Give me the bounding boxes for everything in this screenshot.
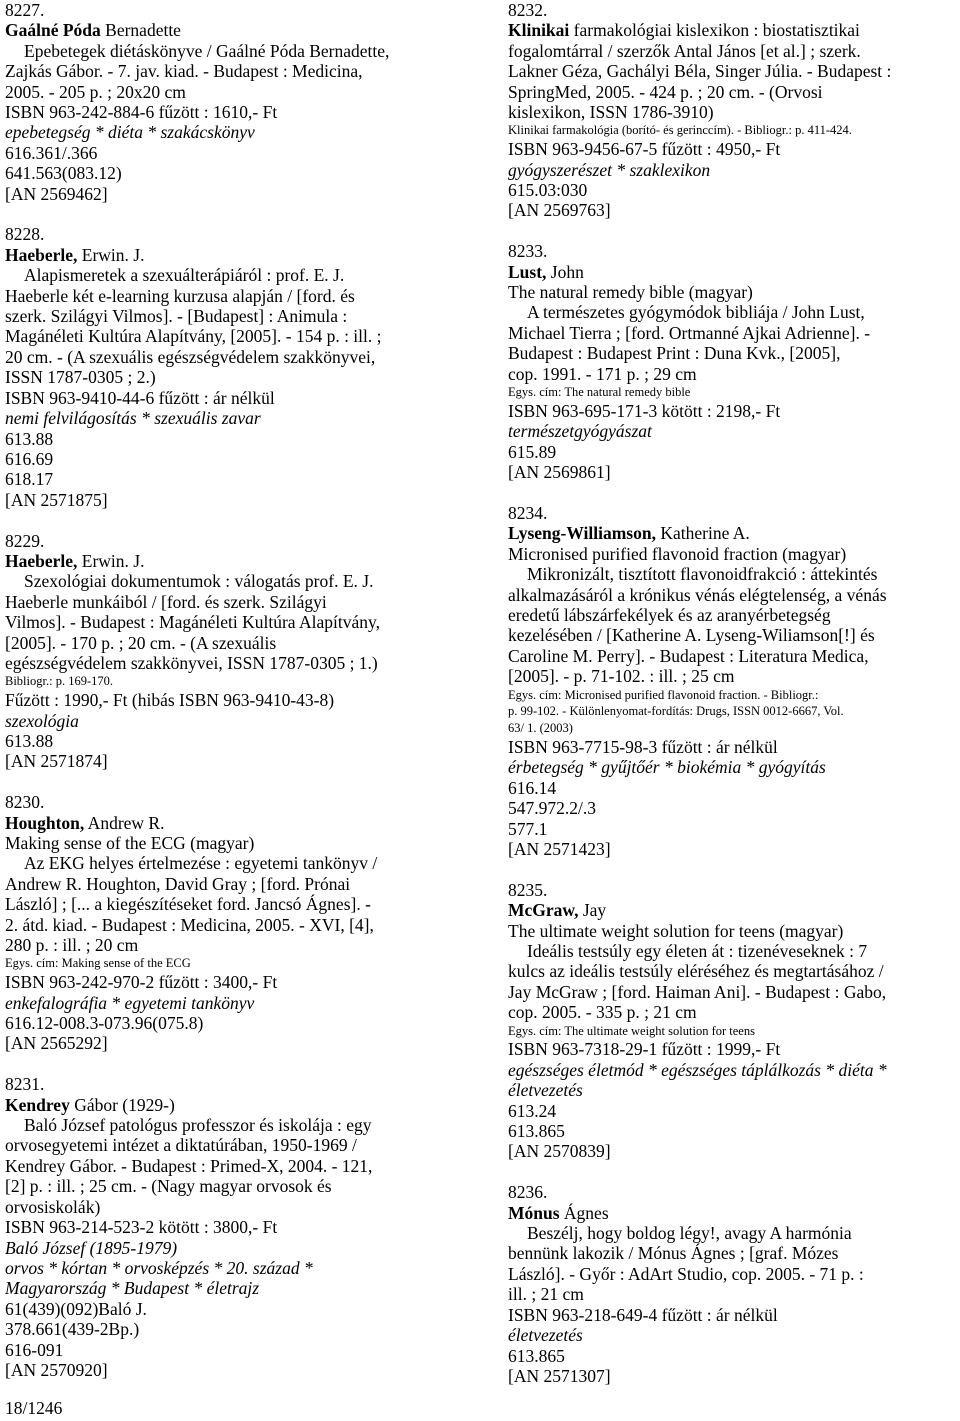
entry-text-line: Az EKG helyes értelmezése : egyetemi tankönyv / xyxy=(24,853,378,874)
entry-heading-rest: Erwin. J. xyxy=(77,244,145,265)
entry-text-line: Magyarország * Budapest * életrajz xyxy=(5,1278,260,1299)
entry-heading xyxy=(5,20,457,40)
entry-text-line: 613.88 xyxy=(5,730,54,751)
entry-spacer xyxy=(508,483,960,503)
entry-heading-rest: Gábor (1929-) xyxy=(69,1094,175,1115)
entry-heading-rest: Bernadette xyxy=(100,20,181,41)
entry-text-line: Budapest : Budapest Print : Duna Kvk., [2005], xyxy=(508,343,841,364)
entry-text-line: Kendrey Gábor. - Budapest : Primed-X, 2004. - 121, xyxy=(5,1155,373,1176)
entry-text-line: bennünk lakozik / Mónus Ágnes ; [graf. Mózes xyxy=(508,1243,839,1264)
entry-heading-bold: Haeberle, xyxy=(5,550,78,571)
entry-heading-bold: Klinikai xyxy=(508,20,570,41)
entry-8230 xyxy=(5,792,457,1054)
entry-text-line: 2005. - 205 p. ; 20x20 cm xyxy=(5,81,186,102)
entry-text-line: ISBN 963-214-523-2 kötött : 3800,- Ft xyxy=(5,1217,278,1238)
entry-number: 8236. xyxy=(508,1182,548,1203)
entry-note-line: Egys. cím: The ultimate weight solution for teens xyxy=(508,1023,755,1038)
entry-text-line: László]. - Győr : AdArt Studio, cop. 2005. - 71 p. : xyxy=(508,1263,864,1284)
entry-text-line: Haeberle munkáiból / [ford. és szerk. Szilágyi xyxy=(5,591,327,612)
entry-text-line: 61(439)(092)Baló J. xyxy=(5,1298,147,1319)
entry-text-line: Zajkás Gábor. - 7. jav. kiad. - Budapest : Medicina, xyxy=(5,61,363,82)
entry-heading xyxy=(5,551,457,571)
entry-8227 xyxy=(5,0,457,204)
entry-text-line: életvezetés xyxy=(508,1325,583,1346)
entry-number: 8230. xyxy=(5,792,45,813)
entry-text-line: 641.563(083.12) xyxy=(5,163,122,184)
entry-text-line: Mikronizált, tisztított flavonoidfrakció : áttekintés xyxy=(527,564,878,585)
entry-text-line: epebetegség * diéta * szakácskönyv xyxy=(5,122,255,143)
entry-heading-bold: Kendrey xyxy=(5,1094,70,1115)
entry-text-line: 616-091 xyxy=(5,1339,64,1360)
entry-text-line: 2. átd. kiad. - Budapest : Medicina, 2005. - XVI, [4], xyxy=(5,914,374,935)
entry-heading xyxy=(508,523,960,543)
entry-8233 xyxy=(508,241,960,482)
entry-8228 xyxy=(5,224,457,510)
entry-text-line: Michael Tierra ; [ford. Ortmanné Ajkai Adrienne]. - xyxy=(508,322,871,343)
entry-text-line: 615.03:030 xyxy=(508,180,588,201)
entry-text-line: 616.69 xyxy=(5,448,54,469)
entry-note-line: Bibliogr.: p. 169-170. xyxy=(5,674,113,689)
entry-text-line: fogalomtárral / szerzők Antal János [et al.] ; szerk. xyxy=(508,40,861,61)
entry-text-line: cop. 1991. - 171 p. ; 29 cm xyxy=(508,363,697,384)
entry-text-line: [AN 2569861] xyxy=(508,462,611,483)
entry-text-line: Baló József (1895-1979) xyxy=(5,1237,178,1258)
entry-text-line: gyógyszerészet * szaklexikon xyxy=(508,159,711,180)
entry-text-line: Caroline M. Perry]. - Budapest : Literatura Medica, xyxy=(508,645,869,666)
entry-text-line: 616.361/.366 xyxy=(5,142,98,163)
entry-heading-rest: Jay xyxy=(578,900,607,921)
entry-text-line: [2] p. : ill. ; 25 cm. - (Nagy magyar orvosok és xyxy=(5,1176,332,1197)
entry-heading-rest: Ágnes xyxy=(559,1202,609,1223)
entry-8236 xyxy=(508,1182,960,1386)
entry-text-line: ill. ; 21 cm xyxy=(508,1284,584,1305)
entry-text-line: természetgyógyászat xyxy=(508,421,652,442)
entry-spacer xyxy=(508,1162,960,1182)
entry-text-line: 577.1 xyxy=(508,818,548,839)
entry-text-line: ISBN 963-218-649-4 fűzött : ár nélkül xyxy=(508,1304,778,1325)
entry-text-line: Fűzött : 1990,- Ft (hibás ISBN 963-9410-43-8) xyxy=(5,690,335,711)
entry-text-line: [AN 2569462] xyxy=(5,183,108,204)
entry-text-line: nemi felvilágosítás * szexuális zavar xyxy=(5,408,261,429)
right-column xyxy=(508,0,960,1386)
entry-text-line: [AN 2569763] xyxy=(508,200,611,221)
entry-text-line: szexológia xyxy=(5,710,79,731)
entry-text-line: ISBN 963-242-884-6 fűzött : 1610,- Ft xyxy=(5,102,278,123)
entry-text-line: cop. 2005. - 335 p. ; 21 cm xyxy=(508,1002,697,1023)
entry-heading-rest: Andrew R. xyxy=(84,812,165,833)
entry-text-line: Alapismeretek a szexuálterápiáról : prof. E. J. xyxy=(24,265,345,286)
entry-number: 8233. xyxy=(508,241,548,262)
entry-text-line: egészséges életmód * egészséges táplálkozás * diéta * xyxy=(508,1059,887,1080)
entry-heading-bold: McGraw, xyxy=(508,900,579,921)
entry-text-line: 616.12-008.3-073.96(075.8) xyxy=(5,1013,204,1034)
entry-text-line: 613.865 xyxy=(508,1121,565,1142)
entry-text-line: ISBN 963-242-970-2 fűzött : 3400,- Ft xyxy=(5,972,278,993)
entry-text-line: Epebetegek diétáskönyve / Gaálné Póda Bernadette, xyxy=(24,40,390,61)
entry-spacer xyxy=(5,772,457,792)
entry-text-line: kislexikon, ISSN 1786-3910) xyxy=(508,102,714,123)
entry-heading xyxy=(508,900,960,920)
entry-heading-bold: Lyseng-Williamson, xyxy=(508,523,656,544)
entry-text-line: ISBN 963-7715-98-3 fűzött : ár nélkül xyxy=(508,736,778,757)
entry-number: 8234. xyxy=(508,502,548,523)
entry-note-line: Klinikai farmakológia (borító- és gerinccím). - Bibliogr.: p. 411-424. xyxy=(508,123,852,138)
entry-number: 8232. xyxy=(508,0,548,20)
entry-text-line: 280 p. : ill. ; 20 cm xyxy=(5,935,139,956)
entry-text-line: ISBN 963-9410-44-6 fűzött : ár nélkül xyxy=(5,387,275,408)
entry-text-line: 613.24 xyxy=(508,1100,557,1121)
entry-text-line: enkefalográfia * egyetemi tankönyv xyxy=(5,992,255,1013)
entry-8229 xyxy=(5,531,457,772)
entry-heading-bold: Houghton, xyxy=(5,812,85,833)
entry-text-line: 618.17 xyxy=(5,469,54,490)
entry-text-line: ISSN 1787-0305 ; 2.) xyxy=(5,367,156,388)
entry-text-line: Szexológiai dokumentumok : válogatás prof. E. J. xyxy=(24,571,374,592)
entry-text-line: [AN 2570839] xyxy=(508,1141,611,1162)
entry-heading-bold: Mónus xyxy=(508,1202,560,1223)
entry-8231 xyxy=(5,1074,457,1380)
entry-text-line: kulcs az ideális testsúly eléréséhez és megtartásához / xyxy=(508,961,884,982)
entry-text-line: orvos * kórtan * orvosképzés * 20. század * xyxy=(5,1257,313,1278)
entry-spacer xyxy=(5,510,457,530)
entry-text-line: 613.88 xyxy=(5,428,54,449)
entry-heading xyxy=(508,262,960,282)
entry-number: 8229. xyxy=(5,530,45,551)
entry-heading xyxy=(508,20,960,40)
entry-note-line: 63/ 1. (2003) xyxy=(508,721,573,736)
entry-heading xyxy=(5,1095,457,1115)
entry-note-line: p. 99-102. - Különlenyomat-fordítás: Drugs, ISSN 0012-6667, Vol. xyxy=(508,704,844,719)
entry-text-line: Vilmos]. - Budapest : Magánéleti Kultúra Alapítvány, xyxy=(5,612,380,633)
entry-text-line: Jay McGraw ; [ford. Haiman Ani]. - Budapest : Gabo, xyxy=(508,981,887,1002)
entry-text-line: [AN 2565292] xyxy=(5,1033,108,1054)
entry-heading-rest: Katherine A. xyxy=(655,523,750,544)
entry-heading-bold: Gaálné Póda xyxy=(5,20,101,41)
entry-text-line: A természetes gyógymódok bibliája / John Lust, xyxy=(527,302,865,323)
entry-spacer xyxy=(5,1054,457,1074)
entry-text-line: 20 cm. - (A szexuális egészségvédelem szakkönyvei, xyxy=(5,346,376,367)
entry-text-line: eredetű lábszárfekélyek és az aranyérbetegség xyxy=(508,604,831,625)
entry-heading xyxy=(508,1203,960,1223)
entry-8234 xyxy=(508,503,960,859)
entry-text-line: 547.972.2/.3 xyxy=(508,798,596,819)
entry-8235 xyxy=(508,880,960,1162)
entry-text-line: szerk. Szilágyi Vilmos]. - [Budapest] : Animula : xyxy=(5,306,348,327)
entry-note-line: Egys. cím: The natural remedy bible xyxy=(508,385,691,400)
entry-text-line: érbetegség * gyűjtőér * biokémia * gyógyítás xyxy=(508,757,826,778)
entry-text-line: [AN 2571307] xyxy=(508,1365,611,1386)
entry-text-line: [2005]. - 170 p. ; 20 cm. - (A szexuális xyxy=(5,632,277,653)
entry-text-line: Lakner Géza, Gachályi Béla, Singer Júlia. - Budapest : xyxy=(508,61,892,82)
entry-heading-bold: Haeberle, xyxy=(5,244,78,265)
entry-text-line: egészségvédelem szakkönyvei, ISSN 1787-0305 ; 1.) xyxy=(5,652,378,673)
entry-text-line: ISBN 963-695-171-3 kötött : 2198,- Ft xyxy=(508,400,781,421)
entry-text-line: ISBN 963-7318-29-1 fűzött : 1999,- Ft xyxy=(508,1039,781,1060)
entry-text-line: Making sense of the ECG (magyar) xyxy=(5,833,255,853)
entry-heading-rest: farmakológiai kislexikon : biostatisztikai xyxy=(569,20,860,41)
entry-text-line: [AN 2571875] xyxy=(5,489,108,510)
entry-heading xyxy=(5,245,457,265)
entry-text-line: 613.865 xyxy=(508,1345,565,1366)
entry-text-line: [AN 2571423] xyxy=(508,838,611,859)
entry-text-line: kezelésében / [Katherine A. Lyseng-Wiliamson[!] és xyxy=(508,625,875,646)
entry-text-line: alkalmazásáról a krónikus vénás elégtelenség, a vénás xyxy=(508,584,887,605)
entry-text-line: The natural remedy bible (magyar) xyxy=(508,282,753,303)
entry-8232 xyxy=(508,0,960,221)
entry-text-line: életvezetés xyxy=(508,1080,583,1101)
entry-spacer xyxy=(508,221,960,241)
entry-spacer xyxy=(508,859,960,879)
entry-number: 8227. xyxy=(5,0,45,20)
entry-text-line: Magánéleti Kultúra Alapítvány, [2005]. - 154 p. : ill. ; xyxy=(5,326,382,347)
entry-text-line: SpringMed, 2005. - 424 p. ; 20 cm. - (Orvosi xyxy=(508,81,823,102)
entry-text-line: [2005]. - p. 71-102. : ill. ; 25 cm xyxy=(508,666,735,687)
entry-text-line: 378.661(439-2Bp.) xyxy=(5,1319,140,1340)
entry-heading-rest: Erwin. J. xyxy=(77,550,145,571)
page-number: 18/1246 xyxy=(5,1398,63,1418)
entry-number: 8235. xyxy=(508,879,548,900)
entry-text-line: Micronised purified flavonoid fraction (magyar) xyxy=(508,543,847,564)
entry-text-line: Haeberle két e-learning kurzusa alapján / [ford. és xyxy=(5,285,355,306)
entry-number: 8231. xyxy=(5,1074,45,1095)
entry-text-line: The ultimate weight solution for teens (magyar) xyxy=(508,920,844,941)
entry-text-line: ISBN 963-9456-67-5 fűzött : 4950,- Ft xyxy=(508,139,781,160)
entry-text-line: Ideális testsúly egy életen át : tizenéveseknek : 7 xyxy=(527,941,868,961)
entry-heading-bold: Lust, xyxy=(508,261,547,282)
entry-text-line: orvosegyetemi intézet a diktatúrában, 1950-1969 / xyxy=(5,1135,357,1156)
entry-text-line: Andrew R. Houghton, David Gray ; [ford. Prónai xyxy=(5,873,351,894)
entry-text-line: [AN 2570920] xyxy=(5,1359,108,1380)
entry-number: 8228. xyxy=(5,224,45,245)
entry-text-line: László] ; [... a kiegészítéseket ford. Jancsó Ágnes]. - xyxy=(5,894,371,915)
entry-text-line: orvosiskolák) xyxy=(5,1196,101,1217)
entry-text-line: [AN 2571874] xyxy=(5,751,108,772)
entry-text-line: Beszélj, hogy boldog légy!, avagy A harmónia xyxy=(527,1223,852,1244)
entry-spacer xyxy=(5,204,457,224)
entry-text-line: 616.14 xyxy=(508,777,557,798)
entry-text-line: 615.89 xyxy=(508,441,557,462)
entry-note-line: Egys. cím: Micronised purified flavonoid fraction. - Bibliogr.: xyxy=(508,687,819,702)
left-column xyxy=(5,0,457,1380)
entry-heading-rest: John xyxy=(546,261,584,282)
entry-text-line: Baló József patológus professzor és iskolája : egy xyxy=(24,1115,372,1136)
entry-heading xyxy=(5,813,457,833)
entry-note-line: Egys. cím: Making sense of the ECG xyxy=(5,956,191,971)
